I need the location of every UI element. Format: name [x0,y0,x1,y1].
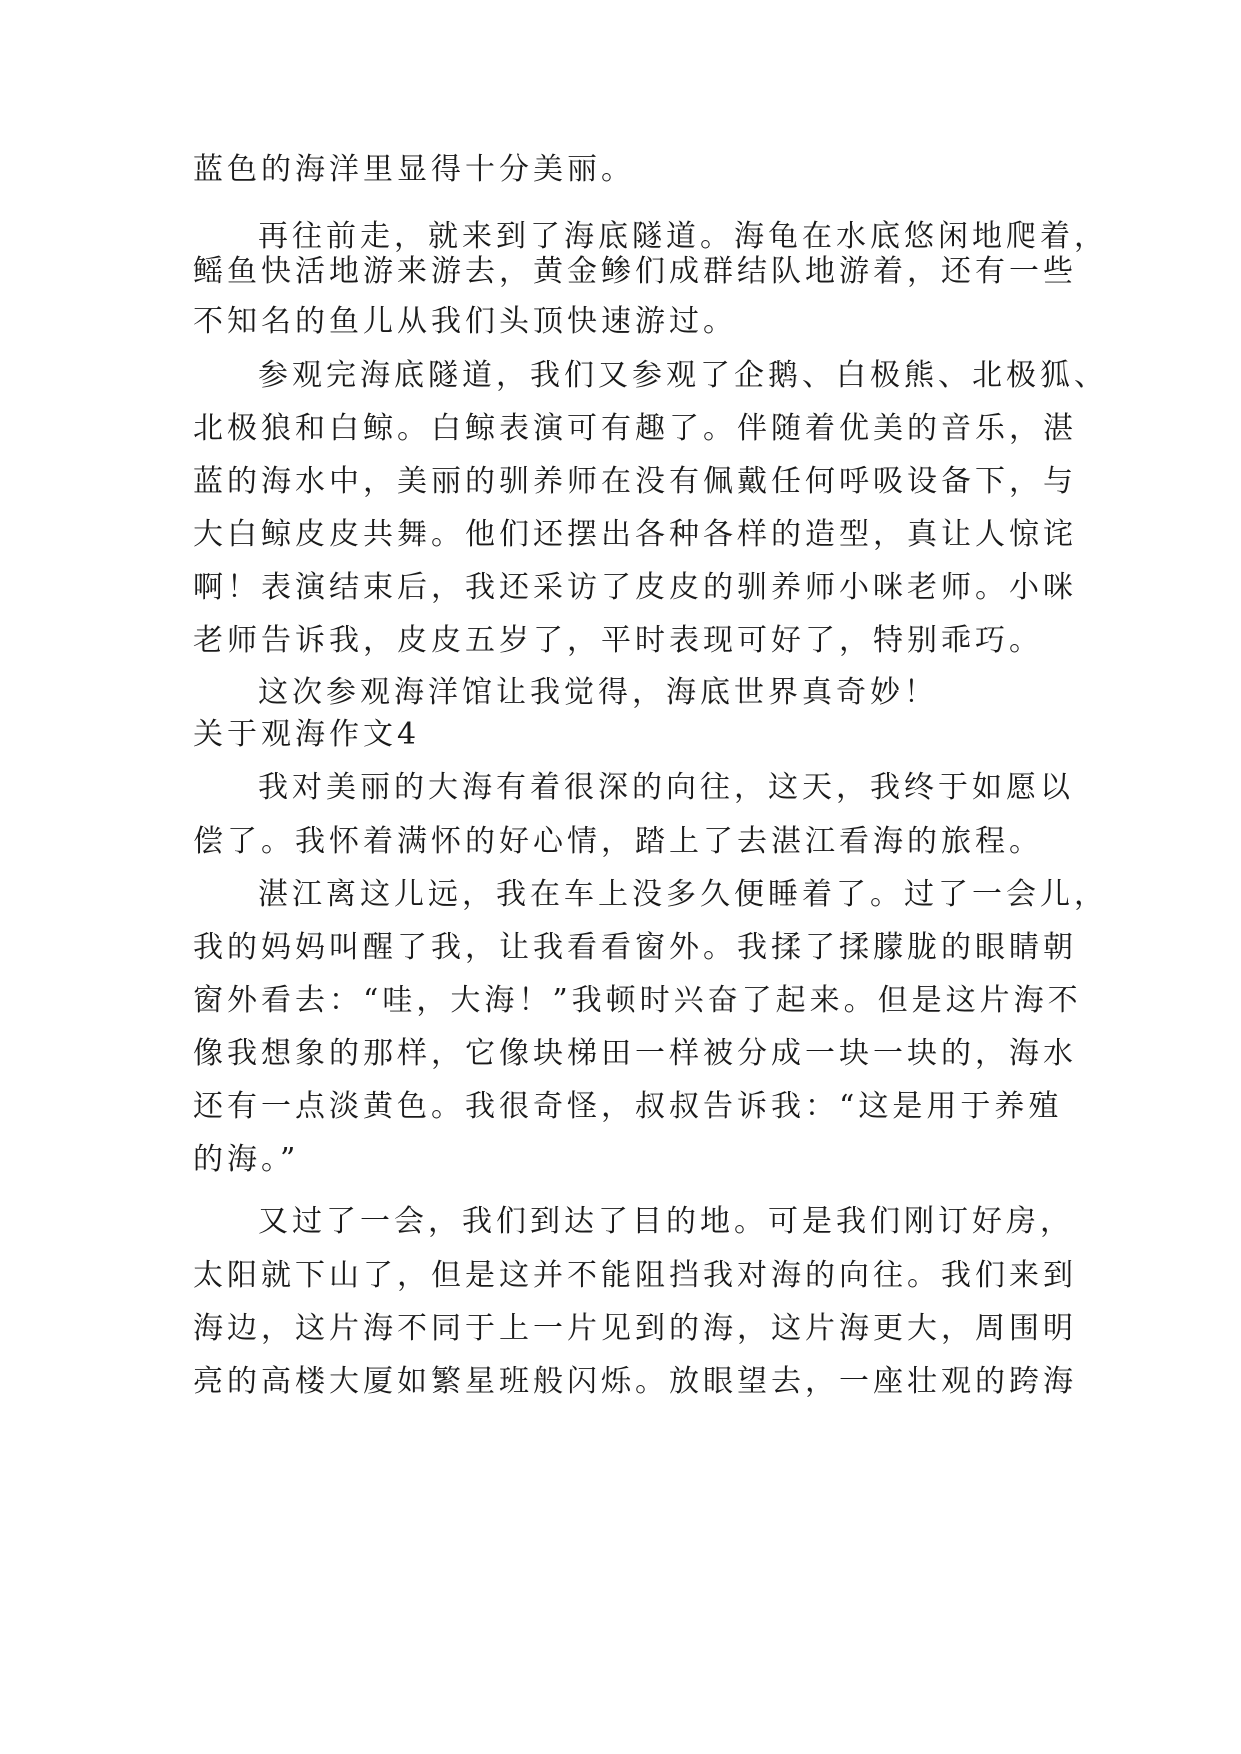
text-line: 啊！表演结束后，我还采访了皮皮的驯养师小咪老师。小咪 [193,570,1077,605]
text-line: 大白鲸皮皮共舞。他们还摆出各种各样的造型，真让人惊诧 [193,517,1077,552]
text-line: 不知名的鱼儿从我们头顶快速游过。 [193,304,737,339]
text-line: 亮的高楼大厦如繁星班般闪烁。放眼望去，一座壮观的跨海 [193,1364,1077,1399]
text-line: 像我想象的那样，它像块梯田一样被分成一块一块的，海水 [193,1036,1077,1071]
paragraph-first-line: 又过了一会，我们到达了目的地。可是我们刚订好房， [258,1204,1074,1239]
text-line: 还有一点淡黄色。我很奇怪，叔叔告诉我：“这是用于养殖 [193,1089,1063,1124]
paragraph-first-line: 我对美丽的大海有着很深的向往，这天，我终于如愿以 [258,770,1074,805]
text-line: 蓝色的海洋里显得十分美丽。 [193,152,635,187]
paragraph-first-line: 再往前走，就来到了海底隧道。海龟在水底悠闲地爬着， [258,219,1108,254]
paragraph-first-line: 这次参观海洋馆让我觉得，海底世界真奇妙！ [258,675,938,710]
text-line: 窗外看去：“哇，大海！”我顿时兴奋了起来。但是这片海不 [193,983,1082,1018]
text-line: 北极狼和白鲸。白鲸表演可有趣了。伴随着优美的音乐，湛 [193,411,1077,446]
paragraph-first-line: 参观完海底隧道，我们又参观了企鹅、白极熊、北极狐、 [258,358,1108,393]
section-heading: 关于观海作文4 [193,717,421,752]
text-line: 偿了。我怀着满怀的好心情，踏上了去湛江看海的旅程。 [193,824,1043,859]
text-line: 我的妈妈叫醒了我，让我看看窗外。我揉了揉朦胧的眼睛朝 [193,930,1077,965]
text-line: 鳐鱼快活地游来游去，黄金鲹们成群结队地游着，还有一些 [193,254,1077,289]
text-line: 太阳就下山了，但是这并不能阻挡我对海的向往。我们来到 [193,1258,1077,1293]
text-line: 老师告诉我，皮皮五岁了，平时表现可好了，特别乖巧。 [193,623,1043,658]
paragraph-first-line: 湛江离这儿远，我在车上没多久便睡着了。过了一会儿， [258,877,1108,912]
text-line: 海边，这片海不同于上一片见到的海，这片海更大，周围明 [193,1311,1077,1346]
text-line: 的海。” [193,1142,300,1177]
text-line: 蓝的海水中，美丽的驯养师在没有佩戴任何呼吸设备下，与 [193,464,1077,499]
